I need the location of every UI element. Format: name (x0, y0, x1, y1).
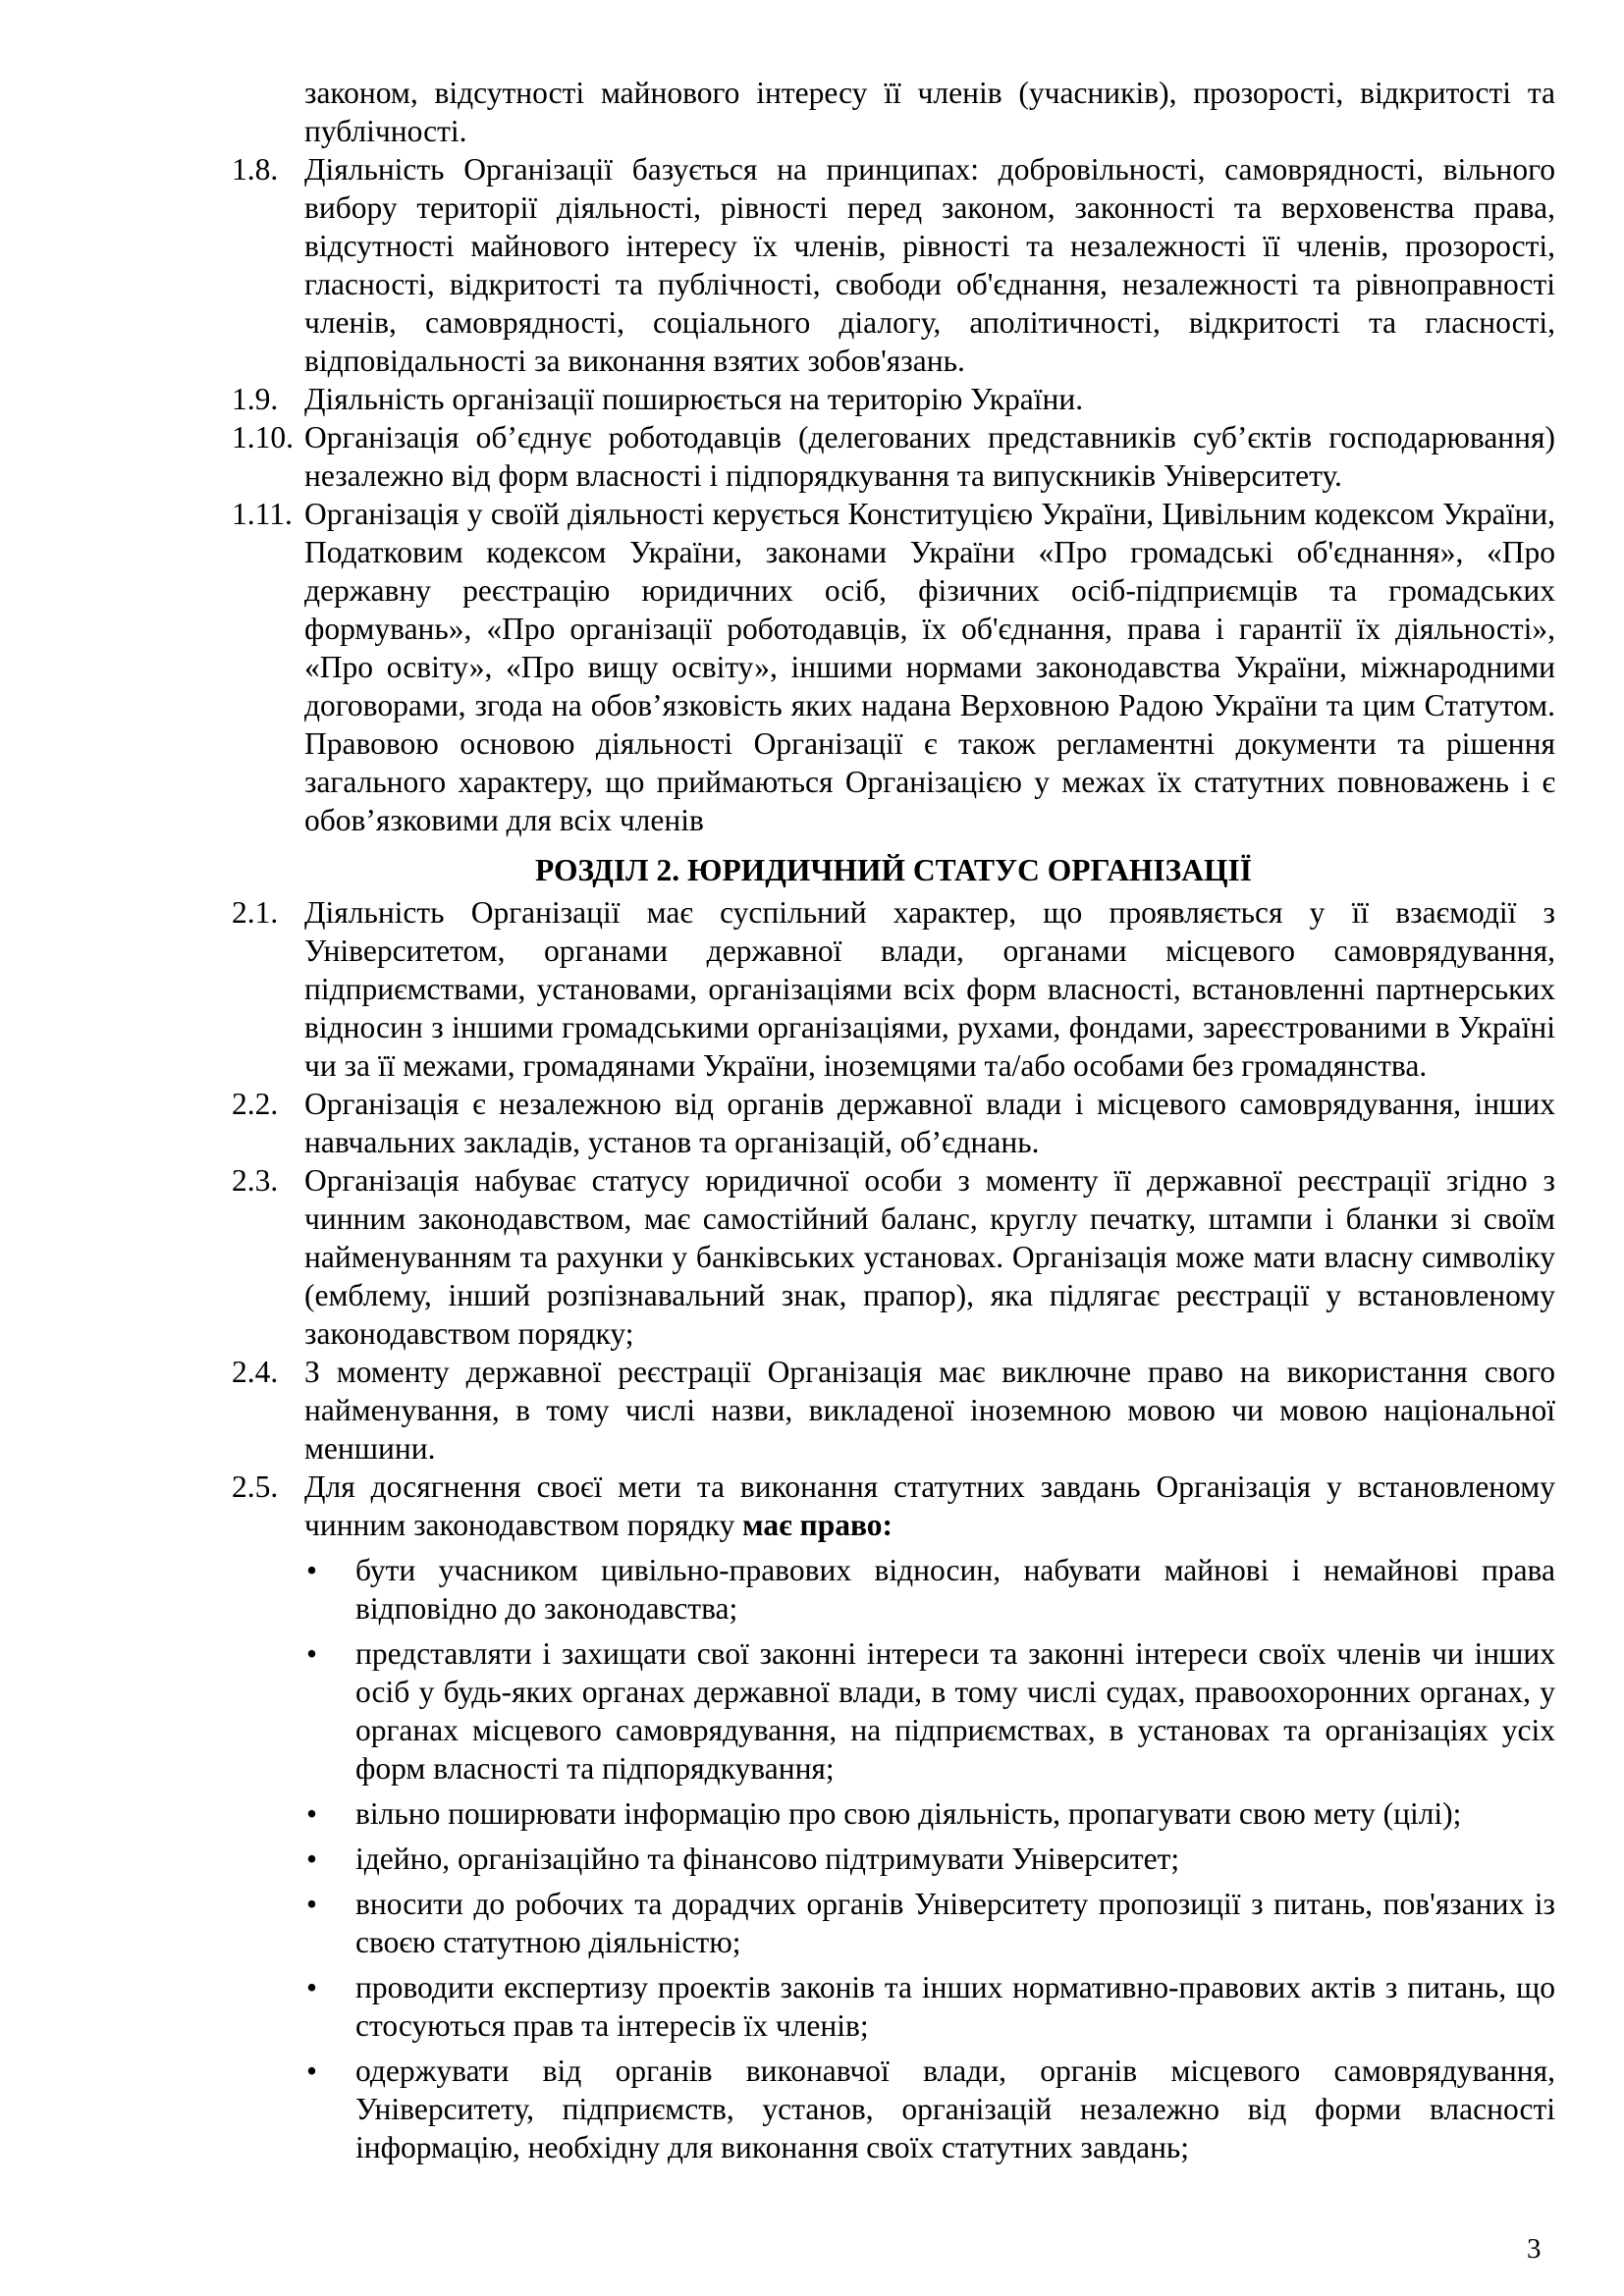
clause-2-1 (232, 893, 1555, 1085)
document-body (232, 74, 1555, 2166)
clause-2-4 (232, 1353, 1555, 1468)
bullet-icon: • (306, 1887, 318, 1921)
clause-2-2 (232, 1085, 1555, 1161)
bullet-icon: • (306, 1636, 318, 1671)
clause-number: 1.9. (232, 382, 279, 416)
clause-1-10 (232, 418, 1555, 495)
clause-text: Організація у своїй діяльності керується Конституцією України, Цивільним кодексом України, Податковим кодексом України, законами України «Про громадські об'єднання», «Про державну реєстрацію юридичних осіб, фізичних осіб-підприємців та громадських формувань», «Про організації роботодавців, їх об'єднання, права і гарантії їх діяльності», «Про освіту», «Про вищу освіту», іншими нормами законодавства України, міжнародними договорами, згода на обов’язковість яких надана Верховною Радою України та цим Статутом. Правовою основою діяльності Організації є також регламентні документи та рішення загального характеру, що приймаються Організацією у межах їх статутних повноважень і є обов’язковими для всіх членів (304, 497, 1555, 837)
clause-2-5 (232, 1468, 1555, 1544)
clause-text (304, 1468, 1555, 1544)
list-item (304, 1968, 1555, 2045)
list-item (304, 1840, 1555, 1878)
list-item (304, 1634, 1555, 1788)
clause-text: Організація є незалежною від органів державної влади і місцевого самоврядування, інших навчальних закладів, установ та організацій, об’єднань. (304, 1087, 1555, 1159)
paragraph-continuation: законом, відсутності майнового інтересу її членів (учасників), прозорості, відкритості та публічності. (304, 76, 1555, 148)
list-item-text: вільно поширювати інформацію про свою діяльність, пропагувати свою мету (цілі); (355, 1796, 1462, 1831)
clause-number: 1.11. (232, 497, 293, 531)
clause-text: Організація об’єднує роботодавців (делегованих представників суб’єктів господарювання) незалежно від форм власності і підпорядкування та випускників Університету. (304, 420, 1555, 493)
list-item (304, 2052, 1555, 2166)
page-number: 3 (1527, 2233, 1542, 2265)
bullet-icon: • (306, 1970, 318, 2004)
clause-1-8 (232, 150, 1555, 380)
bullet-icon: • (306, 2054, 318, 2088)
clause-text: Діяльність Організації має суспільний характер, що проявляється у її взаємодії з Університетом, органами державної влади, органами місцевого самоврядування, підприємствами, установами, організаціями всіх форм власності, встановленні партнерських відносин з іншими громадськими організаціями, рухами, фондами, зареєстрованими в Україні чи за її межами, громадянами України, іноземцями та/або особами без громадянства. (304, 895, 1555, 1083)
list-item (304, 1551, 1555, 1628)
clause-number: 2.2. (232, 1087, 279, 1121)
bullet-icon: • (306, 1842, 318, 1876)
list-item-text: проводити експертизу проектів законів та інших нормативно-правових актів з питань, що стосуються прав та інтересів їх членів; (355, 1970, 1555, 2043)
clause-1-9 (232, 380, 1555, 418)
clause-1-11 (232, 495, 1555, 839)
clause-text-main: Для досягнення своєї мети та виконання статутних завдань Організація у встановленому чинним законодавством порядку (304, 1469, 1555, 1542)
list-item-text: представляти і захищати свої законні інтереси та законні інтереси своїх членів чи інших осіб у будь-яких органах державної влади, в тому числі судах, правоохоронних органах, у органах місцевого самоврядування, на підприємствах, в установах та організаціях усіх форм власності та підпорядкування; (355, 1636, 1555, 1786)
list-item (304, 1794, 1555, 1833)
clause-number: 1.8. (232, 152, 279, 187)
clause-number: 2.4. (232, 1355, 279, 1389)
list-item (304, 1885, 1555, 1961)
clause-text: Діяльність організації поширюється на територію України. (304, 382, 1084, 416)
bullet-icon: • (306, 1553, 318, 1587)
list-item-text: бути учасником цивільно-правових відносин, набувати майнові і немайнові права відповідно до законодавства; (355, 1553, 1555, 1626)
clause-number: 2.5. (232, 1469, 279, 1504)
clause-text-emphasis: має право: (742, 1508, 893, 1542)
clause-number: 2.3. (232, 1163, 279, 1198)
clause-number: 2.1. (232, 895, 279, 930)
clause-text: Організація набуває статусу юридичної особи з моменту її державної реєстрації згідно з чинним законодавством, має самостійний баланс, круглу печатку, штампи і бланки зі своїм найменуванням та рахунки у банківських установах. Організація може мати власну символіку (емблему, інший розпізнавальний знак, прапор), яка підлягає реєстрації у встановленому законодавством порядку; (304, 1163, 1555, 1351)
clause-number: 1.10. (232, 420, 294, 454)
list-item-text: одержувати від органів виконавчої влади, органів місцевого самоврядування, Університету, підприємств, установ, організацій незалежно від форми власності інформацію, необхідну для виконання своїх статутних завдань; (355, 2054, 1555, 2164)
list-item-text: ідейно, організаційно та фінансово підтримувати Університет; (355, 1842, 1180, 1876)
clause-text: З моменту державної реєстрації Організація має виключне право на використання свого найменування, в тому числі назви, викладеної іноземною мовою чи мовою національної меншини. (304, 1355, 1555, 1466)
bullet-icon: • (306, 1796, 318, 1831)
rights-list (232, 1551, 1555, 2166)
section-heading: РОЗДІЛ 2. ЮРИДИЧНИЙ СТАТУС ОРГАНІЗАЦІЇ (534, 853, 1253, 887)
list-item-text: вносити до робочих та дорадчих органів Університету пропозиції з питань, пов'язаних із своєю статутною діяльністю; (355, 1887, 1555, 1959)
clause-text: Діяльність Організації базується на принципах: добровільності, самоврядності, вільного вибору території діяльності, рівності перед законом, законності та верховенства права, відсутності майнового інтересу їх членів, рівності та незалежності її членів, прозорості, гласності, відкритості та публічності, свободи об'єднання, незалежності та рівноправності членів, самоврядності, соціального діалогу, аполітичності, відкритості та гласності, відповідальності за виконання взятих зобов'язань. (304, 152, 1555, 378)
clause-2-3 (232, 1161, 1555, 1353)
